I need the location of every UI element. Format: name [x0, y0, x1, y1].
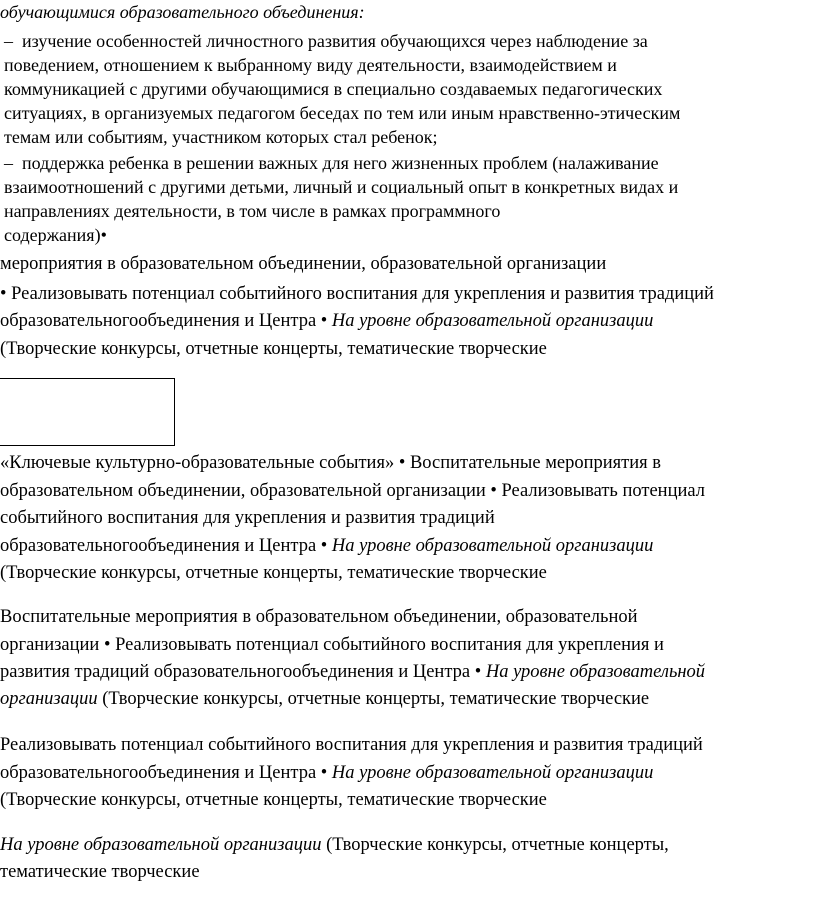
list-item-text: взаимоотношений с другими детьми, личный и социальный опыт в конкретных видах и [4, 177, 679, 197]
text-line [0, 734, 703, 756]
list-item-dash-1 [4, 31, 648, 51]
bullet-icon: • [320, 763, 328, 783]
text-segment: Воспитательные мероприятия в [409, 453, 662, 473]
text-line [0, 535, 653, 557]
text-segment: образовательном объединении, образовательной организации [0, 481, 486, 501]
list-item-dash-2 [4, 153, 659, 173]
bullet-icon: • [398, 453, 406, 473]
dash-marker: – [4, 153, 13, 173]
text-line [0, 861, 200, 883]
text-segment: образовательногообъединения и Центра [0, 311, 317, 331]
text-segment: (Творческие конкурсы, отчетные концерты, тематические творческие [0, 339, 547, 359]
text-segment: тематические творческие [0, 862, 200, 882]
text-line [4, 55, 617, 75]
text-line [4, 225, 107, 245]
bullet-icon: • [320, 311, 328, 331]
text-line [0, 310, 653, 332]
list-item-text: ситуациях, в организуемых педагогом беседах по тем или иным нравственно-этическим [4, 103, 681, 123]
text-segment: На уровне образовательной организации [331, 763, 654, 783]
text-line [0, 562, 547, 584]
list-item-text: темам или событиям, участником которых стал ребенок; [4, 127, 438, 147]
text-line [0, 789, 547, 811]
text-segment: образовательногообъединения и Центра [0, 763, 317, 783]
bullet-icon: • [100, 225, 107, 245]
text-line [4, 127, 438, 147]
text-line [0, 688, 649, 710]
text-line [0, 480, 705, 502]
text-segment: Воспитательные мероприятия в образовательном объединении, образовательной [0, 607, 638, 627]
text-segment: образовательногообъединения и Центра [0, 536, 317, 556]
text-segment: «Ключевые культурно-образовательные события» [0, 453, 395, 473]
text-segment: На уровне образовательной организации [331, 311, 654, 331]
text-segment: Реализовывать потенциал событийного воспитания для укрепления и развития традиций [11, 284, 714, 304]
empty-frame-box [0, 378, 175, 446]
list-item-text: изучение особенностей личностного развития обучающихся через наблюдение за [22, 31, 648, 51]
text-line [0, 253, 606, 275]
text-segment: На уровне образовательной организации [331, 536, 654, 556]
text-line [0, 452, 661, 474]
text-line [0, 283, 714, 305]
text-line [0, 634, 664, 656]
text-segment: мероприятия в образовательном объединении, образовательной организации [0, 254, 607, 274]
list-item-text: направлениях деятельности, в том числе в рамках программного [4, 201, 501, 221]
bullet-icon: • [490, 481, 497, 501]
list-item-text: поведением, отношением к выбранному виду деятельности, взаимодействием и [4, 55, 617, 75]
text-segment: развития традиций образовательногообъединения и Центра [0, 662, 471, 682]
text-segment: Реализовывать потенциал событийного воспитания для укрепления и [115, 635, 664, 655]
text-line [4, 79, 662, 99]
bullet-icon: • [474, 662, 482, 682]
text-segment: организации [0, 689, 98, 709]
list-item-text: содержания) [4, 225, 101, 245]
text-segment: (Творческие конкурсы, отчетные концерты, тематические творческие [0, 790, 547, 810]
text-segment: организации [0, 635, 100, 655]
text-line [0, 661, 705, 683]
text-line [0, 338, 547, 360]
heading-partial [0, 2, 365, 22]
list-item-text: коммуникацией с другими обучающимися в специально создаваемых педагогических [4, 79, 663, 99]
text-line [4, 103, 680, 123]
text-line [0, 834, 669, 856]
text-line [0, 762, 653, 784]
text-line [4, 201, 500, 221]
dash-marker: – [4, 31, 13, 51]
text-segment: На уровне образовательной организации [0, 835, 322, 855]
text-segment: Реализовывать потенциал [501, 481, 705, 501]
text-segment: (Творческие конкурсы, отчетные концерты, тематические творческие [102, 689, 650, 709]
text-segment: Реализовывать потенциал событийного воспитания для укрепления и развития традиций [0, 735, 703, 755]
text-segment: (Творческие конкурсы, отчетные концерты, [326, 835, 669, 855]
list-item-text: поддержка ребенка в решении важных для него жизненных проблем (налаживание [22, 153, 659, 173]
heading-text: обучающимися образовательного объединения: [0, 2, 365, 22]
bullet-icon: • [103, 635, 111, 655]
bullet-icon: • [0, 284, 7, 304]
text-segment: (Творческие конкурсы, отчетные концерты, тематические творческие [0, 563, 547, 583]
text-line [4, 177, 678, 197]
text-line [0, 606, 638, 628]
text-segment: событийного воспитания для укрепления и развития традиций [0, 508, 495, 528]
bullet-icon: • [320, 536, 328, 556]
text-line [0, 507, 495, 529]
text-segment: На уровне образовательной [485, 662, 706, 682]
